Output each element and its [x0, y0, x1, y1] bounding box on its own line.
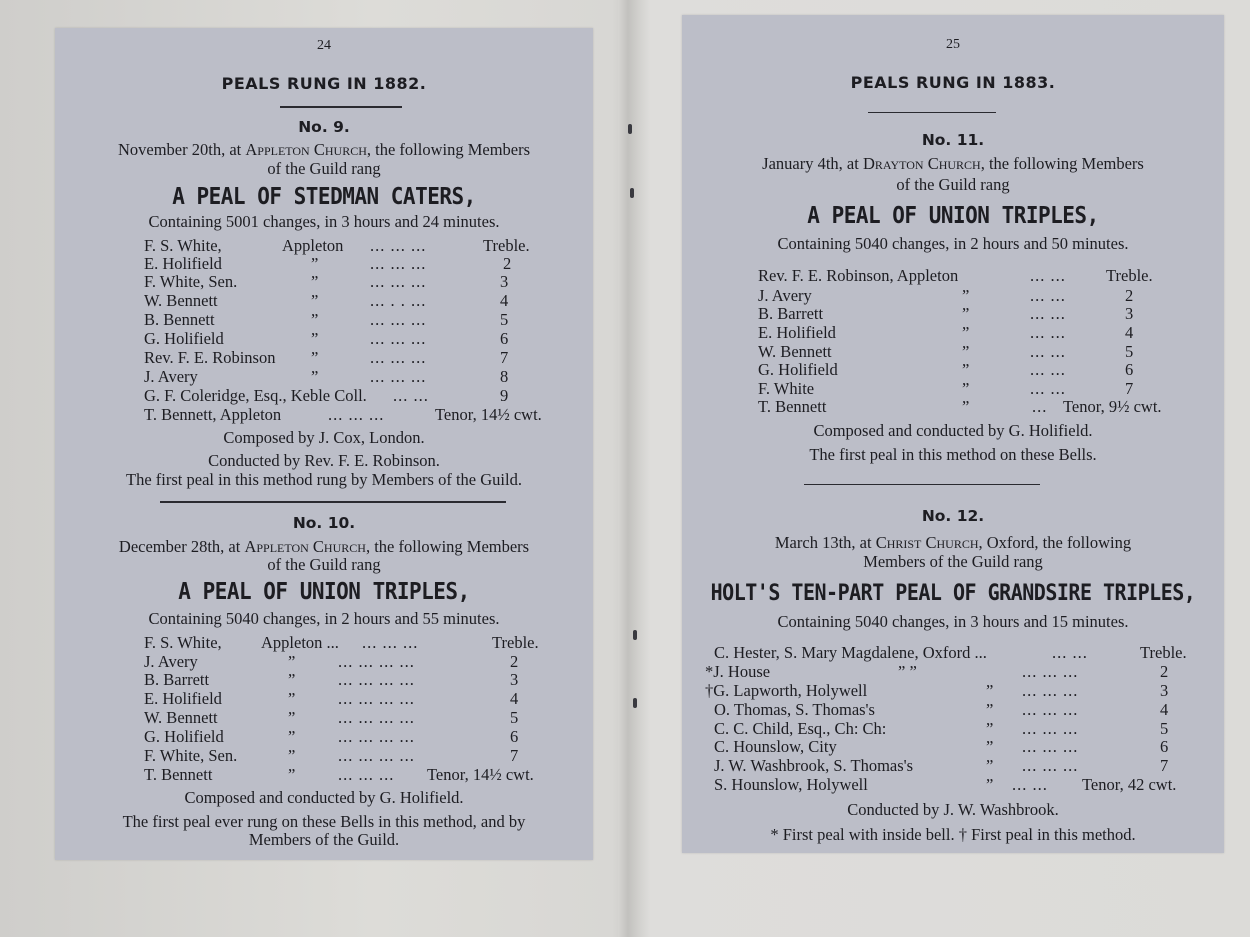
ringer-dots: ... ... ...	[1022, 756, 1079, 775]
ringer-place: ”	[288, 708, 296, 727]
ringer-dots: ... ... ...	[338, 765, 395, 784]
ringer-row	[55, 727, 593, 746]
peal-composer: Composed and conducted by G. Holifield.	[813, 421, 1093, 440]
ringer-bell: Tenor, 9½ cwt.	[1063, 397, 1162, 416]
peal-containing: Containing 5040 changes, in 2 hours and 55 minutes.	[148, 609, 500, 628]
ringer-name: J. Avery	[144, 367, 198, 386]
peal-composer: Composed and conducted by G. Holifield.	[184, 788, 464, 807]
ringer-row	[682, 304, 1224, 323]
ringer-dots: ... ... ...	[1022, 719, 1079, 738]
peal-containing: Containing 5040 changes, in 3 hours and 15 minutes.	[777, 612, 1129, 631]
peal-number: No. 12.	[921, 507, 985, 525]
ringer-place: ”	[962, 397, 970, 416]
ringer-row	[682, 643, 1224, 662]
ringer-name: E. Holifield	[758, 323, 836, 342]
ringer-name: S. Hounslow, Holywell	[714, 775, 868, 794]
page-header: PEALS RUNG IN 1883.	[850, 73, 1056, 92]
ringer-name: G. Holifield	[144, 727, 224, 746]
ringer-row	[682, 681, 1224, 700]
ringer-dots: ... ... ...	[370, 236, 427, 255]
ringer-name: J. Avery	[758, 286, 812, 305]
ringer-row	[682, 775, 1224, 794]
ringer-place: ”	[311, 329, 319, 348]
ringer-bell: 7	[1125, 379, 1134, 398]
ringer-dots: ... ...	[1030, 323, 1066, 342]
section-rule	[160, 501, 506, 503]
ringer-bell: 3	[500, 272, 509, 291]
ringer-row	[55, 329, 593, 348]
ringer-bell: 6	[510, 727, 519, 746]
ringer-bell: 6	[500, 329, 509, 348]
ringer-name: B. Barrett	[144, 670, 210, 689]
ringer-name: G. Holifield	[758, 360, 838, 379]
ringer-name: J. W. Washbrook, S. Thomas's	[714, 756, 914, 775]
ringer-name: C. C. Child, Esq., Ch: Ch:	[714, 719, 887, 738]
ringer-row	[55, 670, 593, 689]
ringer-name: J. Avery	[144, 652, 198, 671]
ringer-bell: 5	[1125, 342, 1134, 361]
ringer-row	[55, 708, 593, 727]
ringer-name: B. Barrett	[758, 304, 824, 323]
ringer-bell: 6	[1160, 737, 1169, 756]
ringer-bell: 4	[1160, 700, 1169, 719]
ringer-row	[682, 323, 1224, 342]
ringer-name: F. White, Sen.	[144, 746, 238, 765]
peal-intro: January 4th, at Drayton Church, the following Members	[762, 154, 1144, 173]
ringer-bell: 9	[500, 386, 509, 405]
ringer-dots: ... ... ...	[370, 367, 427, 386]
ringer-row	[682, 756, 1224, 775]
ringer-name: T. Bennett	[758, 397, 827, 416]
ringer-row	[55, 386, 593, 405]
ringer-row	[55, 348, 593, 367]
peal-note: The first peal in this method on these Bells.	[809, 445, 1097, 464]
ringer-row	[55, 633, 593, 652]
ringer-name: O. Thomas, S. Thomas's	[714, 700, 875, 719]
ringer-dots: ... ... ...	[328, 405, 385, 424]
peal-composer: Composed by J. Cox, London.	[223, 428, 425, 447]
ringer-name: F. White, Sen.	[144, 272, 238, 291]
peal-intro: November 20th, at Appleton Church, the following Members	[117, 140, 531, 159]
ringer-name: F. S. White,	[144, 236, 222, 255]
peal-intro-line2: Members of the Guild rang	[863, 552, 1043, 571]
ringer-dots: ... ...	[1030, 286, 1066, 305]
ringer-row	[55, 254, 593, 273]
ringer-bell: 3	[510, 670, 519, 689]
ringer-row	[682, 719, 1224, 738]
ringer-place: ”	[986, 700, 994, 719]
ringer-name: T. Bennett	[144, 765, 213, 784]
ringer-place: ”	[986, 681, 994, 700]
peal-note-line2: Members of the Guild.	[248, 830, 400, 849]
peal-title: A PEAL OF UNION TRIPLES,	[178, 577, 470, 605]
peal-number: No. 9.	[298, 118, 350, 136]
ringer-place: ”	[288, 689, 296, 708]
ringer-place: ”	[288, 746, 296, 765]
ringer-name: C. Hounslow, City	[714, 737, 837, 756]
ringer-dots: ... ...	[1030, 342, 1066, 361]
page-number: 25	[946, 37, 960, 52]
ringer-row	[682, 700, 1224, 719]
peal-intro-line2: of the Guild rang	[267, 555, 381, 574]
ringer-place: ”	[962, 379, 970, 398]
ringer-name: W. Bennett	[144, 708, 218, 727]
ringer-dots: ... ... ... ...	[338, 652, 415, 671]
ringer-place: ”	[962, 360, 970, 379]
ringer-place: ”	[962, 286, 970, 305]
ringer-row	[682, 379, 1224, 398]
ringer-dots: ... ... ...	[1022, 681, 1079, 700]
left-page	[55, 28, 593, 860]
book-gutter	[618, 0, 640, 937]
peal-number: No. 10.	[292, 514, 356, 532]
ringer-bell: 7	[510, 746, 519, 765]
ringer-name: Rev. F. E. Robinson	[144, 348, 276, 367]
ringer-dots: ... ... ...	[1022, 737, 1079, 756]
ringer-bell: 2	[510, 652, 519, 671]
ringer-place: ”	[288, 727, 296, 746]
ringer-name: E. Holifield	[144, 689, 222, 708]
peal-conductor: Conducted by J. W. Washbrook.	[847, 800, 1059, 819]
peal-footnote: * First peal with inside bell. † First peal in this method.	[770, 825, 1136, 844]
ringer-bell: 5	[1160, 719, 1169, 738]
ringer-bell: 2	[503, 254, 512, 273]
ringer-row	[682, 737, 1224, 756]
ringer-bell: Tenor, 42 cwt.	[1082, 775, 1177, 794]
ringer-place: ”	[962, 323, 970, 342]
ringer-dots: ... . . ...	[370, 291, 427, 310]
gutter-mark	[633, 698, 637, 708]
ringer-name: E. Holifield	[144, 254, 222, 273]
ringer-row	[55, 405, 593, 424]
ringer-name: W. Bennett	[758, 342, 832, 361]
ringer-dots: ... ... ...	[1022, 662, 1079, 681]
ringer-bell: 6	[1125, 360, 1134, 379]
ringer-row	[55, 367, 593, 386]
ringer-place: ”	[311, 348, 319, 367]
ringer-dots: ... ... ...	[370, 272, 427, 291]
ringer-row	[55, 652, 593, 671]
header-rule	[280, 106, 402, 108]
ringer-place: ”	[288, 652, 296, 671]
ringer-place: ”	[311, 310, 319, 329]
ringer-dots: ... ... ... ...	[338, 746, 415, 765]
ringer-place: Appleton ...	[261, 633, 339, 652]
page-number: 24	[317, 38, 331, 53]
ringer-row	[682, 360, 1224, 379]
ringer-name: B. Bennett	[144, 310, 215, 329]
ringer-dots: ... ...	[1012, 775, 1048, 794]
ringer-dots: ... ... ... ...	[338, 670, 415, 689]
ringer-name: G. F. Coleridge, Esq., Keble Coll.	[144, 386, 367, 405]
ringer-bell: 3	[1160, 681, 1169, 700]
ringer-dots: ... ... ... ...	[338, 727, 415, 746]
ringer-name: F. S. White,	[144, 633, 222, 652]
ringer-row	[55, 236, 593, 255]
ringer-bell: 4	[500, 291, 509, 310]
ringer-row	[55, 746, 593, 765]
ringer-row	[55, 689, 593, 708]
ringer-row	[682, 342, 1224, 361]
gutter-mark	[633, 630, 637, 640]
ringer-place: ”	[962, 304, 970, 323]
ringer-bell: 2	[1160, 662, 1169, 681]
ringer-place: Appleton	[282, 236, 344, 255]
ringer-dots: ... ... ...	[362, 633, 419, 652]
ringer-dots: ... ... ...	[370, 348, 427, 367]
ringer-name: C. Hester, S. Mary Magdalene, Oxford ...	[714, 643, 987, 662]
section-rule	[804, 484, 1040, 485]
ringer-name: G. Holifield	[144, 329, 224, 348]
ringer-bell: 4	[1125, 323, 1134, 342]
peal-conductor: Conducted by Rev. F. E. Robinson.	[208, 451, 440, 470]
ringer-dots: ... ...	[393, 386, 429, 405]
gutter-mark	[628, 124, 632, 134]
ringer-row	[682, 662, 1224, 681]
peal-title: A PEAL OF STEDMAN CATERS,	[172, 182, 476, 210]
ringer-bell: 5	[500, 310, 509, 329]
peal-number: No. 11.	[921, 131, 985, 149]
ringer-row	[55, 765, 593, 784]
ringer-name: T. Bennett, Appleton	[144, 405, 282, 424]
ringer-dots: ...	[1032, 397, 1048, 416]
ringer-dots: ... ...	[1030, 379, 1066, 398]
peal-title: HOLT'S TEN-PART PEAL OF GRANDSIRE TRIPLES,	[710, 578, 1196, 606]
ringer-dots: ... ... ... ...	[338, 708, 415, 727]
ringer-dots: ... ...	[1030, 266, 1066, 285]
ringer-bell: Treble.	[483, 236, 530, 255]
ringer-row	[682, 266, 1224, 285]
ringer-bell: 2	[1125, 286, 1134, 305]
ringer-place: ”	[986, 775, 994, 794]
ringer-dots: ... ...	[1052, 643, 1088, 662]
ringer-bell: 4	[510, 689, 519, 708]
ringer-bell: 7	[1160, 756, 1169, 775]
ringer-bell: Tenor, 14½ cwt.	[435, 405, 542, 424]
ringer-bell: 7	[500, 348, 509, 367]
ringer-place: ” ”	[898, 662, 917, 681]
ringer-row	[682, 397, 1224, 416]
ringer-bell: 8	[500, 367, 509, 386]
ringer-place: ”	[962, 342, 970, 361]
peal-intro-line2: of the Guild rang	[896, 175, 1010, 194]
peal-intro-line2: of the Guild rang	[267, 159, 381, 178]
page-header: PEALS RUNG IN 1882.	[221, 74, 427, 93]
ringer-dots: ... ...	[1030, 360, 1066, 379]
ringer-place: ”	[311, 254, 319, 273]
ringer-place: ”	[986, 756, 994, 775]
ringer-dots: ... ... ...	[370, 310, 427, 329]
ringer-place: ”	[311, 291, 319, 310]
ringer-dots: ... ... ...	[370, 329, 427, 348]
ringer-name: †G. Lapworth, Holywell	[705, 681, 868, 700]
ringer-row	[682, 286, 1224, 305]
ringer-name: W. Bennett	[144, 291, 218, 310]
ringer-dots: ... ... ...	[370, 254, 427, 273]
peal-intro: December 28th, at Appleton Church, the following Members	[118, 537, 530, 556]
ringer-name: F. White	[758, 379, 815, 398]
ringer-bell: 3	[1125, 304, 1134, 323]
ringer-bell: Treble.	[492, 633, 539, 652]
ringer-bell: Treble.	[1140, 643, 1187, 662]
peal-containing: Containing 5040 changes, in 2 hours and 50 minutes.	[777, 234, 1129, 253]
ringer-row	[55, 310, 593, 329]
ringer-dots: ... ...	[1030, 304, 1066, 323]
ringer-dots: ... ... ... ...	[338, 689, 415, 708]
ringer-name: *J. House	[705, 662, 771, 681]
ringer-place: ”	[986, 719, 994, 738]
ringer-place: ”	[288, 765, 296, 784]
peal-containing: Containing 5001 changes, in 3 hours and 24 minutes.	[148, 212, 500, 231]
ringer-bell: Treble.	[1106, 266, 1153, 285]
peal-intro: March 13th, at Christ Church, Oxford, the following	[774, 533, 1132, 552]
ringer-bell: 5	[510, 708, 519, 727]
ringer-place: ”	[311, 272, 319, 291]
ringer-dots: ... ... ...	[1022, 700, 1079, 719]
peal-note: The first peal in this method rung by Members of the Guild.	[126, 470, 522, 489]
ringer-place: ”	[986, 737, 994, 756]
peal-title: A PEAL OF UNION TRIPLES,	[807, 201, 1099, 229]
right-page	[682, 15, 1224, 853]
ringer-name: Rev. F. E. Robinson, Appleton	[758, 266, 959, 285]
ringer-row	[55, 272, 593, 291]
peal-note: The first peal ever rung on these Bells in this method, and by	[122, 812, 526, 831]
ringer-row	[55, 291, 593, 310]
ringer-place: ”	[288, 670, 296, 689]
header-rule	[868, 112, 996, 113]
ringer-place: ”	[311, 367, 319, 386]
ringer-bell: Tenor, 14½ cwt.	[427, 765, 534, 784]
gutter-mark	[630, 188, 634, 198]
